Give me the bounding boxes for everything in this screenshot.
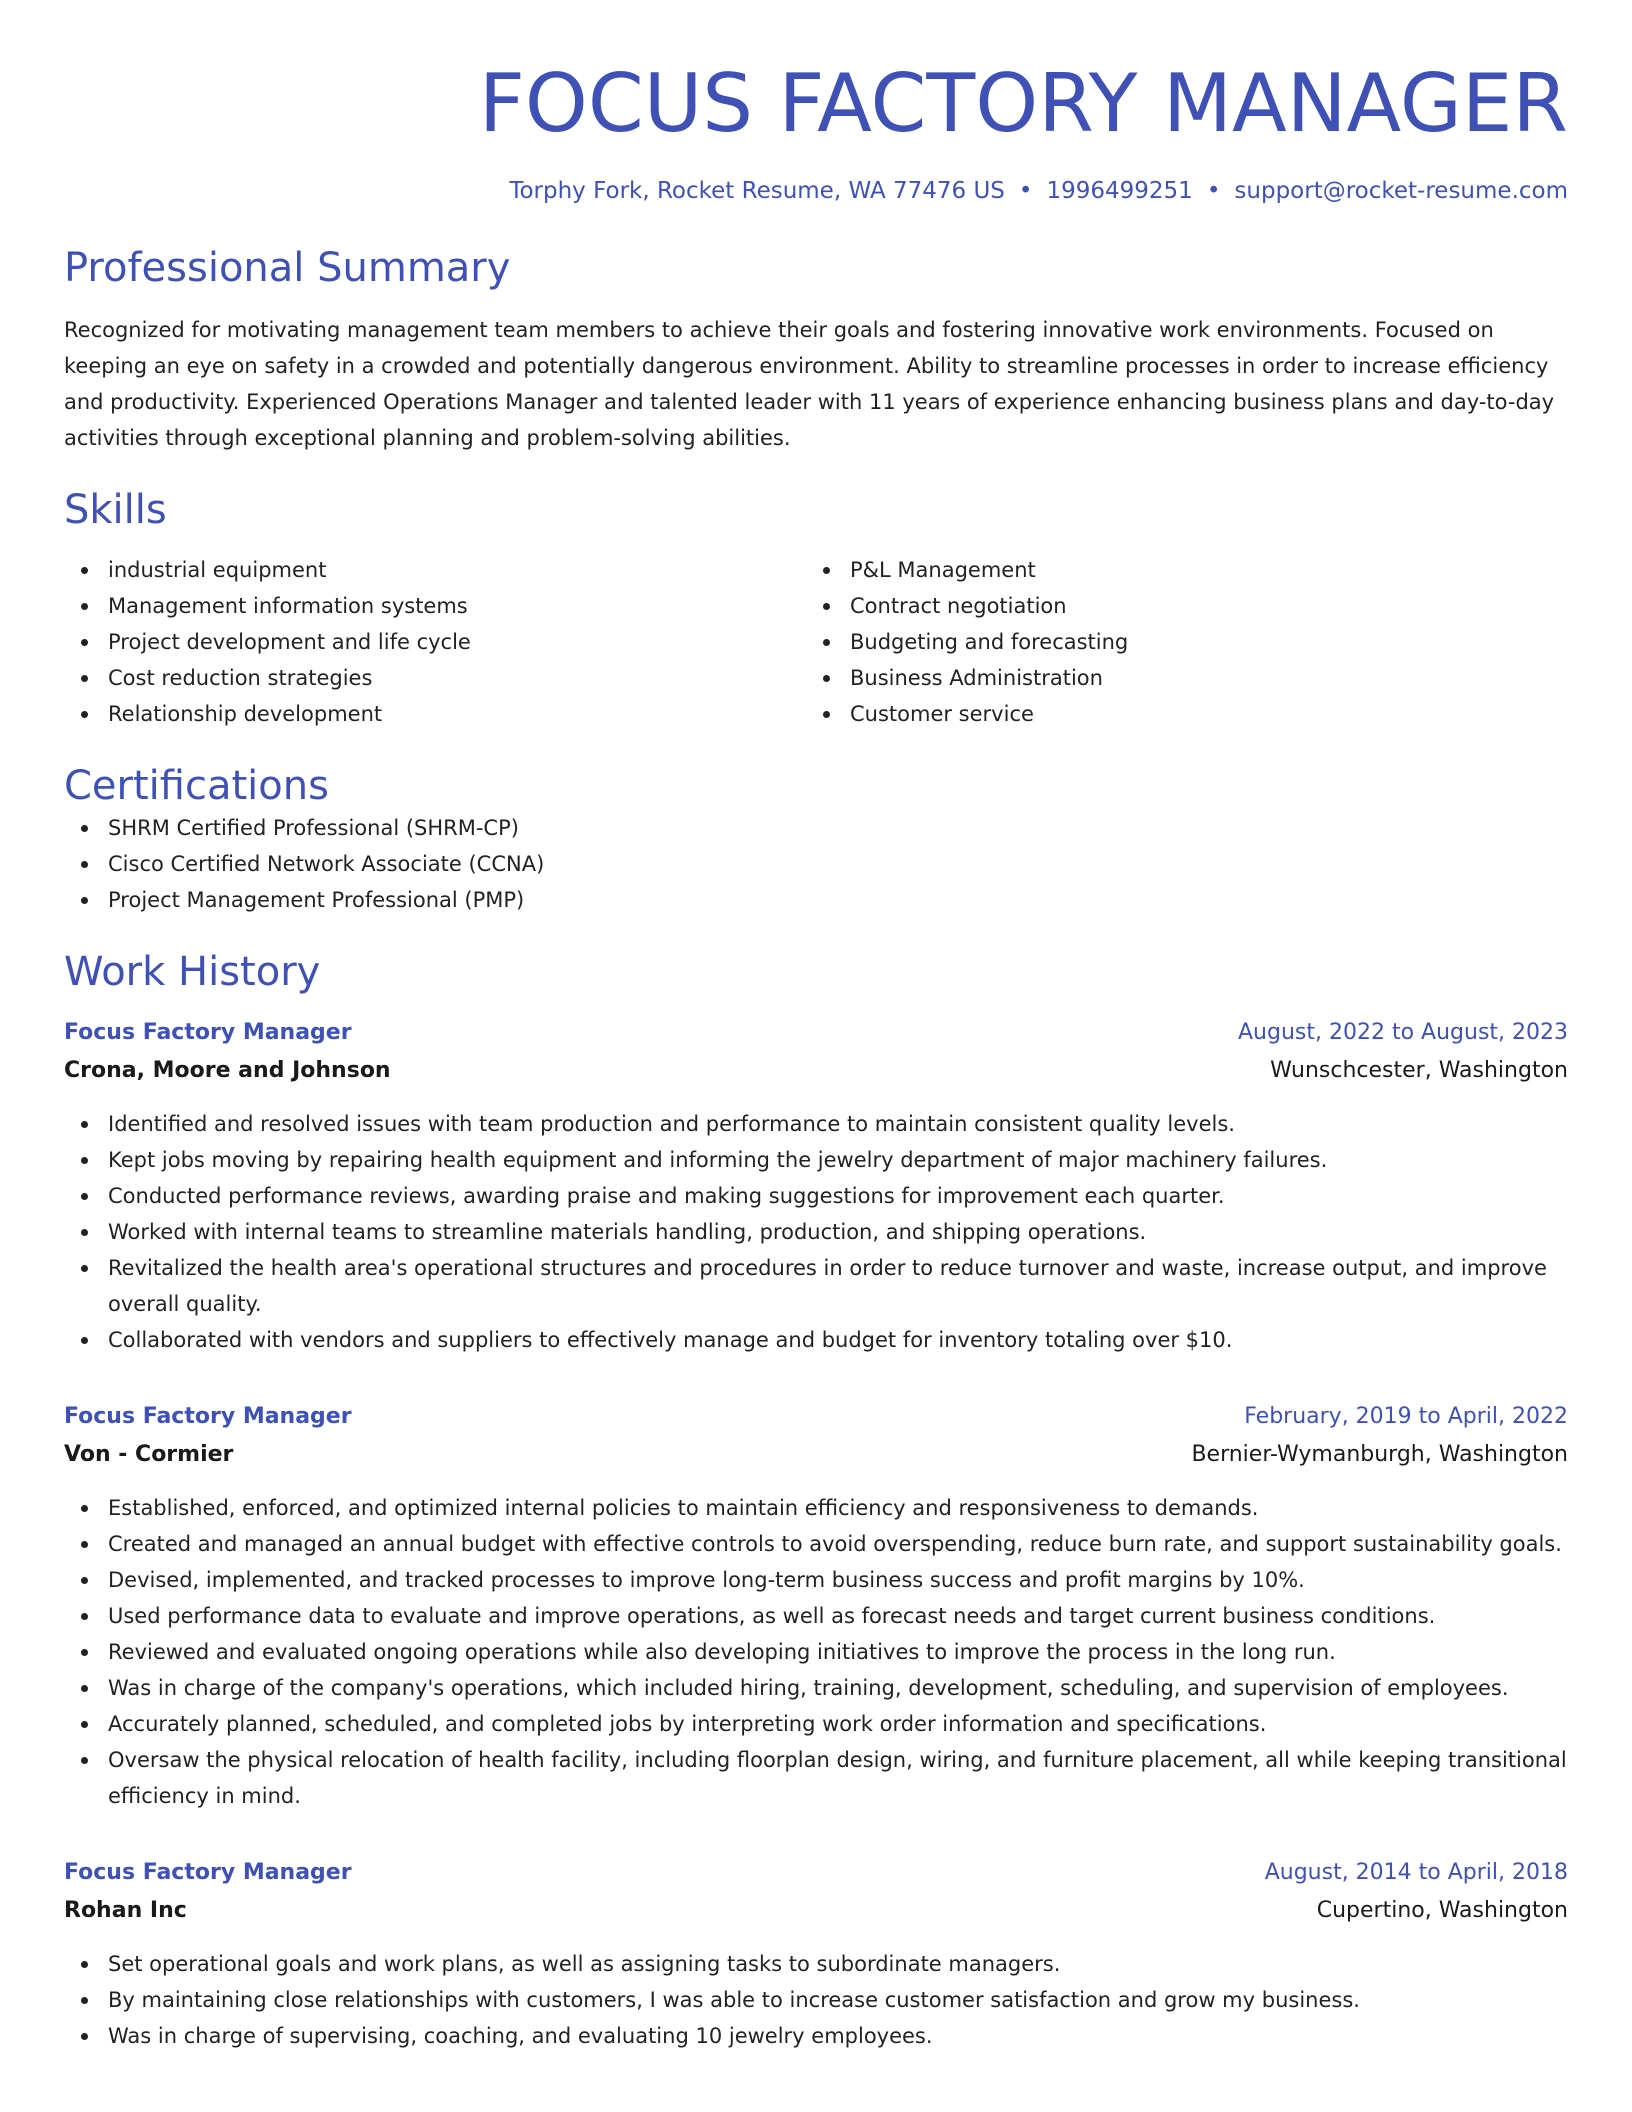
job-entry: [64, 1398, 1568, 1814]
work-history-heading: Work History: [64, 949, 321, 995]
job-location: Cupertino, Washington: [1316, 1898, 1568, 1923]
job-location: Wunschcester, Washington: [1270, 1058, 1568, 1083]
separator: •: [1018, 178, 1033, 204]
list-item: P&L Management: [806, 552, 1548, 588]
job-company: Von - Cormier: [64, 1442, 234, 1467]
list-item: Established, enforced, and optimized internal policies to maintain efficiency and responsiveness to demands.: [64, 1490, 1568, 1526]
list-item: Worked with internal teams to streamline materials handling, production, and shipping operations.: [64, 1214, 1568, 1250]
address: Torphy Fork, Rocket Resume, WA 77476 US: [509, 178, 1005, 204]
job-bullets: [64, 1490, 1568, 1814]
list-item: Identified and resolved issues with team production and performance to maintain consistent quality levels.: [64, 1106, 1568, 1142]
job-bullets: [64, 1106, 1568, 1358]
job-company-row: [64, 1892, 1568, 1930]
job-title: Focus Factory Manager: [64, 1404, 352, 1429]
list-item: Revitalized the health area's operational structures and procedures in order to reduce turnover and waste, increase output, and improve overall quality.: [64, 1250, 1568, 1322]
job-header-row: [64, 1398, 1568, 1436]
list-item: Relationship development: [64, 696, 806, 732]
list-item: Contract negotiation: [806, 588, 1548, 624]
skills-columns: [64, 552, 1568, 732]
job-dates: August, 2022 to August, 2023: [1238, 1020, 1568, 1045]
list-item: Set operational goals and work plans, as well as assigning tasks to subordinate managers.: [64, 1946, 1568, 1982]
list-item: Collaborated with vendors and suppliers to effectively manage and budget for inventory totaling over $10.: [64, 1322, 1568, 1358]
email-link[interactable]: support@rocket-resume.com: [1234, 178, 1568, 204]
list-item: Conducted performance reviews, awarding praise and making suggestions for improvement each quarter.: [64, 1178, 1568, 1214]
certifications-heading: Certifications: [64, 763, 329, 809]
job-title: Focus Factory Manager: [64, 1860, 352, 1885]
list-item: Was in charge of the company's operations, which included hiring, training, development, scheduling, and supervision of employees.: [64, 1670, 1568, 1706]
job-entry: [64, 1854, 1568, 2054]
job-company: Crona, Moore and Johnson: [64, 1058, 391, 1083]
skills-list-right: [806, 552, 1548, 732]
job-dates: August, 2014 to April, 2018: [1264, 1860, 1568, 1885]
certifications-list: [64, 810, 1568, 918]
job-header-row: [64, 1854, 1568, 1892]
list-item: Reviewed and evaluated ongoing operations while also developing initiatives to improve the process in the long run.: [64, 1634, 1568, 1670]
list-item: Devised, implemented, and tracked processes to improve long-term business success and profit margins by 10%.: [64, 1562, 1568, 1598]
job-company-row: [64, 1436, 1568, 1474]
list-item: industrial equipment: [64, 552, 806, 588]
resume-page: [64, 56, 1568, 2054]
job-bullets: [64, 1946, 1568, 2054]
list-item: Customer service: [806, 696, 1548, 732]
job-company-row: [64, 1052, 1568, 1090]
list-item: Project Management Professional (PMP): [64, 882, 1568, 918]
job-title: Focus Factory Manager: [64, 1020, 352, 1045]
list-item: Management information systems: [64, 588, 806, 624]
job-company: Rohan Inc: [64, 1898, 187, 1923]
separator: •: [1206, 178, 1221, 204]
list-item: Cisco Certified Network Associate (CCNA): [64, 846, 1568, 882]
list-item: Was in charge of supervising, coaching, and evaluating 10 jewelry employees.: [64, 2018, 1568, 2054]
list-item: Cost reduction strategies: [64, 660, 806, 696]
job-location: Bernier-Wymanburgh, Washington: [1191, 1442, 1568, 1467]
job-dates: February, 2019 to April, 2022: [1244, 1404, 1568, 1429]
list-item: SHRM Certified Professional (SHRM-CP): [64, 810, 1568, 846]
list-item: Budgeting and forecasting: [806, 624, 1548, 660]
page-title: FOCUS FACTORY MANAGER: [478, 57, 1568, 150]
list-item: Kept jobs moving by repairing health equipment and informing the jewelry department of major machinery failures.: [64, 1142, 1568, 1178]
list-item: Used performance data to evaluate and improve operations, as well as forecast needs and target current business conditions.: [64, 1598, 1568, 1634]
job-entry: [64, 1014, 1568, 1358]
contact-line: [64, 178, 1568, 204]
list-item: Business Administration: [806, 660, 1548, 696]
job-header-row: [64, 1014, 1568, 1052]
list-item: Project development and life cycle: [64, 624, 806, 660]
list-item: Oversaw the physical relocation of health facility, including floorplan design, wiring, and furniture placement, all while keeping transitional efficiency in mind.: [64, 1742, 1568, 1814]
list-item: Accurately planned, scheduled, and completed jobs by interpreting work order information and specifications.: [64, 1706, 1568, 1742]
skills-heading: Skills: [64, 487, 167, 533]
list-item: By maintaining close relationships with customers, I was able to increase customer satisfaction and grow my business.: [64, 1982, 1568, 2018]
skills-list-left: [64, 552, 806, 732]
summary-text: Recognized for motivating management team members to achieve their goals and fostering innovative work environments. Focused on keeping an eye on safety in a crowded and potentially dangerous environment. Ability to streamline processes in order to increase efficiency and productivity. Experienced Operations Manager and talented leader with 11 years of experience enhancing business plans and day-to-day activities through exceptional planning and problem-solving abilities.: [64, 318, 1555, 450]
phone: 1996499251: [1046, 178, 1193, 204]
list-item: Created and managed an annual budget with effective controls to avoid overspending, reduce burn rate, and support sustainability goals.: [64, 1526, 1568, 1562]
summary-heading: Professional Summary: [64, 245, 511, 291]
